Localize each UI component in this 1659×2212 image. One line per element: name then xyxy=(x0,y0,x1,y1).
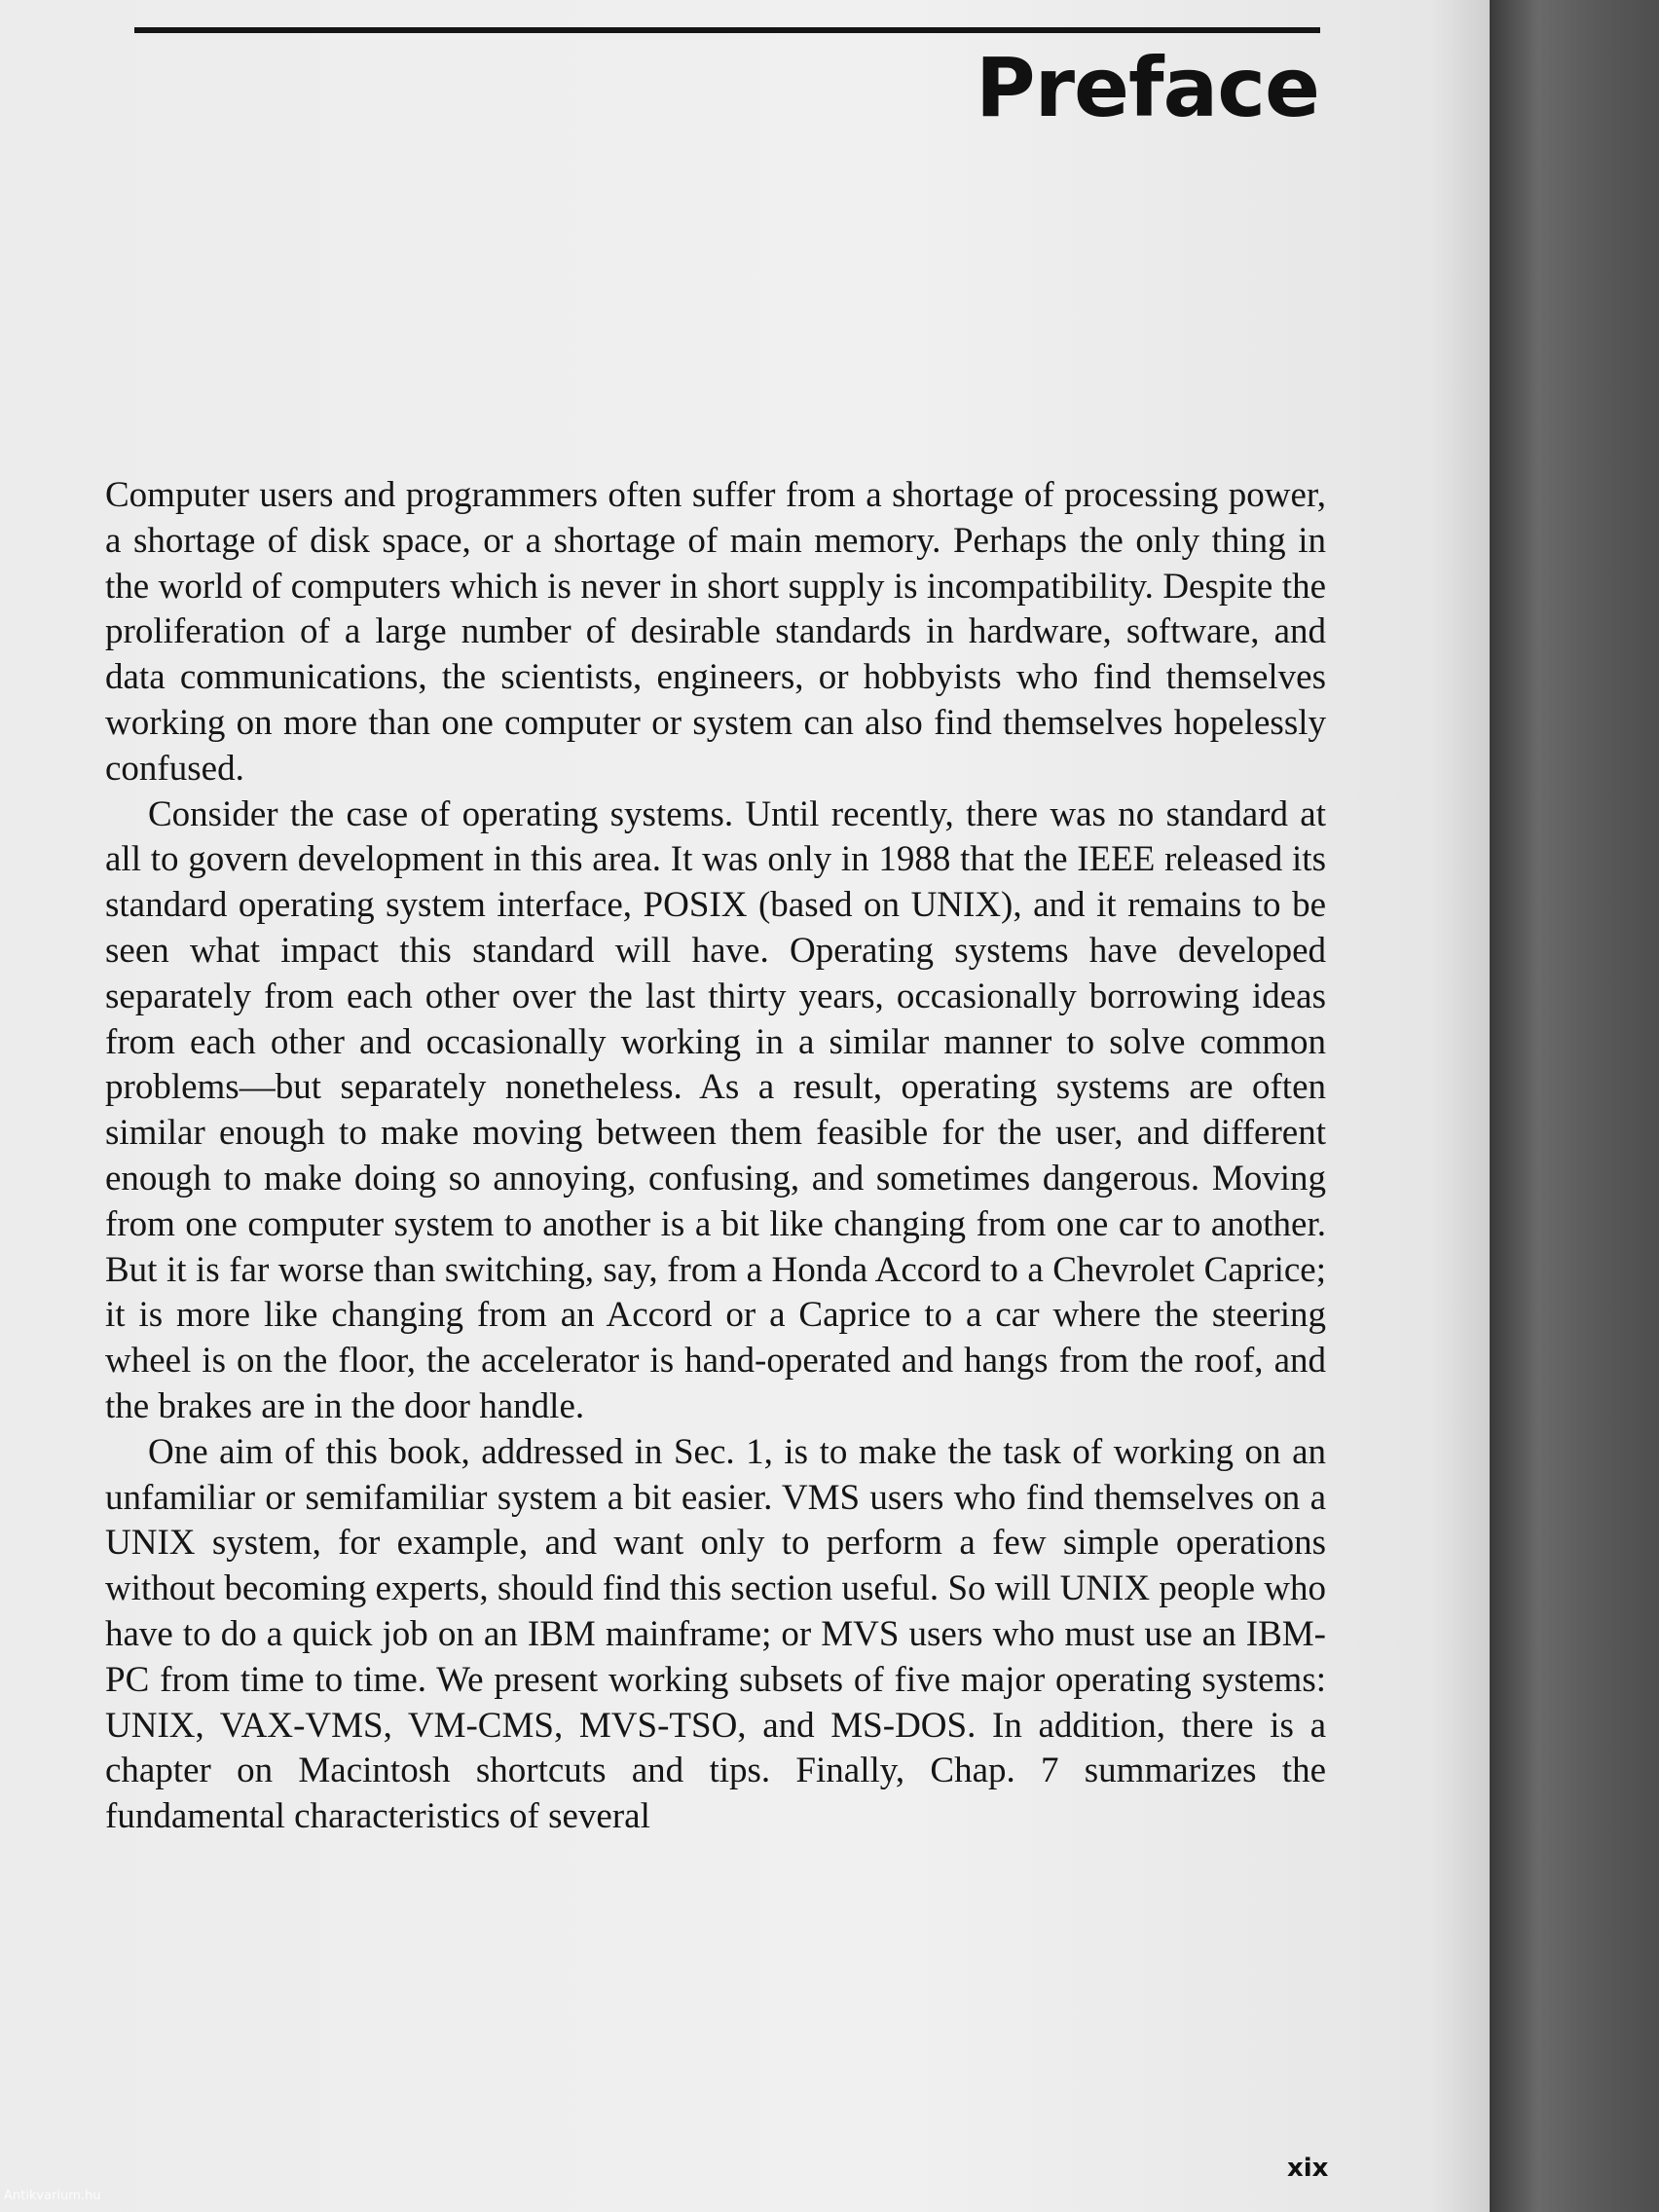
page-title: Preface xyxy=(976,40,1319,135)
book-edge-background xyxy=(1480,0,1659,2212)
paragraph-1: Computer users and programmers often suffer from a shortage of processing power, a shortage of disk space, or a shortage of main memory. Perhaps the only thing in the world of computers which is never in short supply is incompatibility. Despite the proliferation of a large number of desirable standards in hardware, software, and data communications, the scientists, engineers, or hobbyists who find themselves working on more than one computer or system can also find themselves hopelessly confused. xyxy=(105,475,1326,789)
paragraph-2: Consider the case of operating systems. Until recently, there was no standard at all to govern development in this area. It was only in 1988 that the IEEE released its standard operating system interface, POSIX (based on UNIX), and it remains to be seen what impact this standard will have. Operating systems have developed separately from each other over the last thirty years, occasionally borrowing ideas from each other and occasionally working in a similar manner to solve common problems—but separately nonetheless. As a result, operating systems are often similar enough to make moving between them feasible for the user, and different enough to make doing so annoying, confusing, and sometimes dangerous. Moving from one computer system to another is a bit like changing from one car to another. But it is far worse than switching, say, from a Honda Accord to a Chevrolet Caprice; it is more like changing from an Accord or a Caprice to a car where the steering wheel is on the floor, the accelerator is hand-operated and hangs from the roof, and the brakes are in the door handle. xyxy=(105,793,1326,1426)
page-number: xix xyxy=(1287,2154,1329,2183)
preface-body xyxy=(105,473,1326,1840)
watermark: Antikvarium.hu xyxy=(4,2189,101,2203)
header-rule xyxy=(134,27,1320,33)
paragraph-3: One aim of this book, addressed in Sec. 1, is to make the task of working on an unfamiliar or semifamiliar system a bit easier. VMS users who find themselves on a UNIX system, for example, and want only to perform a few simple operations without becoming experts, should find this section useful. So will UNIX people who have to do a quick job on an IBM mainframe; or MVS users who must use an IBM-PC from time to time. We present working subsets of five major operating systems: UNIX, VAX-VMS, VM-CMS, MVS-TSO, and MS-DOS. In addition, there is a chapter on Macintosh shortcuts and tips. Finally, Chap. 7 summarizes the fundamental characteristics of several xyxy=(105,1431,1326,1837)
